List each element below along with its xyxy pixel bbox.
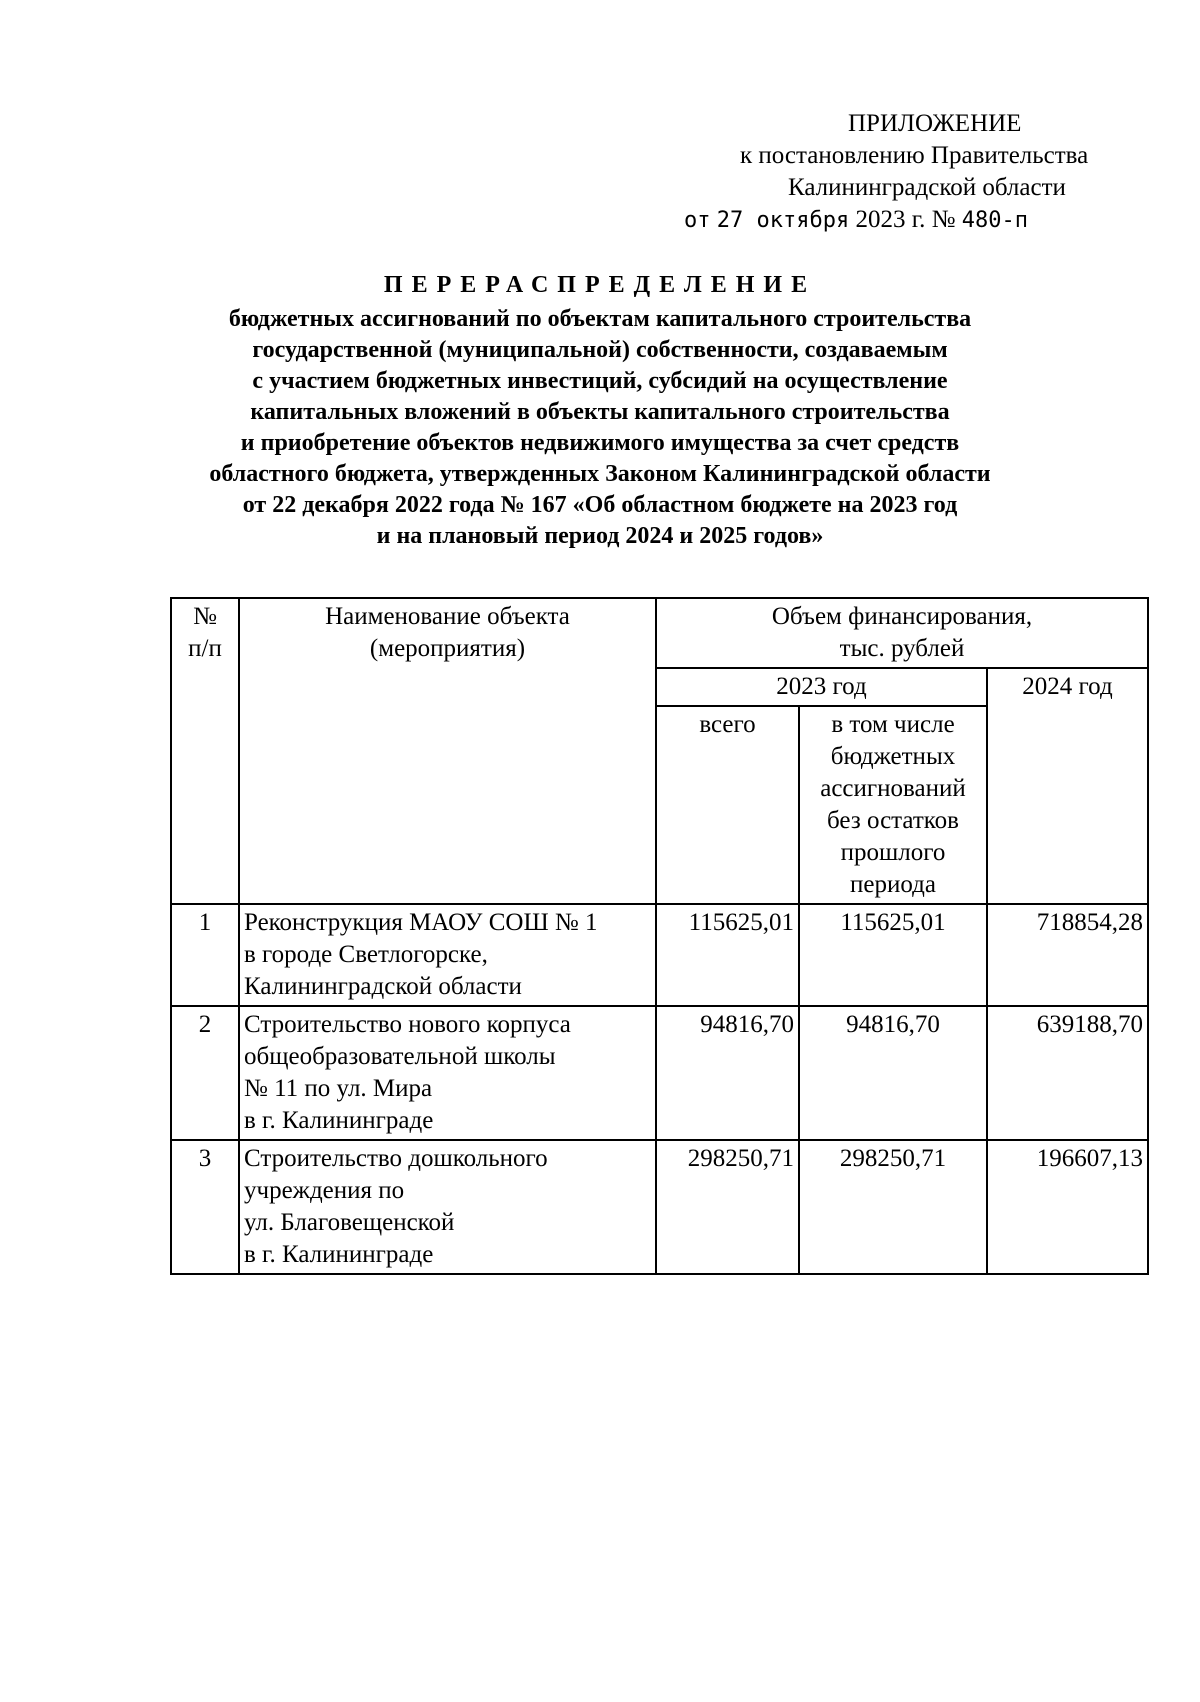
header-including [799, 706, 987, 904]
header-object-name [239, 598, 656, 904]
row-number: 3 [171, 1140, 239, 1274]
object-name-line: Калининградской области [244, 973, 522, 1000]
row-total-2023: 115625,01 [656, 904, 799, 1006]
header-number [171, 598, 239, 904]
row-number: 2 [171, 1006, 239, 1140]
table-header-row [171, 598, 1148, 668]
header-number-line: п/п [188, 635, 222, 662]
object-name-line: учреждения по [244, 1177, 405, 1204]
subtitle-line: с участием бюджетных инвестиций, субсидий на осуществление [252, 368, 948, 394]
row-object-name [239, 904, 656, 1006]
subtitle-line: капитальных вложений в объекты капитального строительства [250, 399, 950, 425]
header-name-line: Наименование объекта [325, 603, 570, 630]
header-including-line: без остатков [827, 807, 959, 834]
row-total-2023: 94816,70 [656, 1006, 799, 1140]
header-year-2024: 2024 год [987, 668, 1148, 904]
subtitle-line: областного бюджета, утвержденных Законом Калининградской области [209, 461, 991, 487]
date-prefix: от [684, 208, 711, 233]
header-year-2023: 2023 год [656, 668, 987, 706]
document-title: ПЕРЕРАСПРЕДЕЛЕНИЕ [383, 272, 817, 298]
row-number: 1 [171, 904, 239, 1006]
row-total-2024: 718854,28 [987, 904, 1148, 1006]
row-object-name [239, 1006, 656, 1140]
row-including-2023: 298250,71 [799, 1140, 987, 1274]
row-including-2023: 115625,01 [799, 904, 987, 1006]
header-funding-line: Объем финансирования, [771, 603, 1033, 630]
table-row [171, 904, 1148, 1006]
object-name-line: Строительство нового корпуса [244, 1011, 571, 1038]
subtitle-line: от 22 декабря 2022 года № 167 «Об областном бюджете на 2023 год [242, 492, 958, 518]
subtitle-line: и приобретение объектов недвижимого имущества за счет средств [240, 430, 960, 456]
subtitle-line: государственной (муниципальной) собственности, создаваемым [252, 337, 948, 363]
document-subtitle [60, 304, 1140, 552]
object-name-line: № 11 по ул. Мира [244, 1075, 433, 1102]
object-name-line: Реконструкция МАОУ СОШ № 1 [244, 909, 598, 936]
header-total: всего [656, 706, 799, 904]
object-name-line: Строительство дошкольного [244, 1145, 548, 1172]
date-year: 2023 г. № [855, 206, 956, 233]
row-including-2023: 94816,70 [799, 1006, 987, 1140]
header-funding-line: тыс. рублей [839, 635, 965, 662]
row-total-2024: 639188,70 [987, 1006, 1148, 1140]
header-funding-volume [656, 598, 1148, 668]
object-name-line: в г. Калининграде [244, 1107, 434, 1134]
header-number-line: № [193, 603, 217, 630]
appendix-resolution-line: к постановлению Правительства [740, 142, 1089, 169]
appendix-region-line: Калининградской области [788, 174, 1066, 201]
object-name-line: общеобразовательной школы [244, 1043, 556, 1070]
table-row [171, 1140, 1148, 1274]
header-including-line: бюджетных [830, 743, 956, 770]
header-including-line: в том числе [831, 711, 955, 738]
header-name-line: (мероприятия) [369, 635, 526, 662]
object-name-line: в городе Светлогорске, [244, 941, 488, 968]
appendix-block [600, 108, 1140, 237]
appendix-heading: ПРИЛОЖЕНИЕ [848, 110, 1022, 137]
date-value: 27 октября [716, 208, 850, 233]
object-name-line: в г. Калининграде [244, 1241, 434, 1268]
table-row [171, 1006, 1148, 1140]
object-name-line: ул. Благовещенской [244, 1209, 455, 1236]
header-including-line: периода [850, 871, 936, 898]
row-object-name [239, 1140, 656, 1274]
resolution-number: 480-п [961, 208, 1028, 233]
subtitle-line: бюджетных ассигнований по объектам капитального строительства [228, 306, 972, 332]
row-total-2024: 196607,13 [987, 1140, 1148, 1274]
subtitle-line: и на плановый период 2024 и 2025 годов» [376, 523, 824, 549]
row-total-2023: 298250,71 [656, 1140, 799, 1274]
appendix-date-line [600, 204, 1140, 237]
funding-table [170, 597, 1149, 1275]
header-including-line: ассигнований [820, 775, 966, 802]
header-including-line: прошлого [840, 839, 946, 866]
